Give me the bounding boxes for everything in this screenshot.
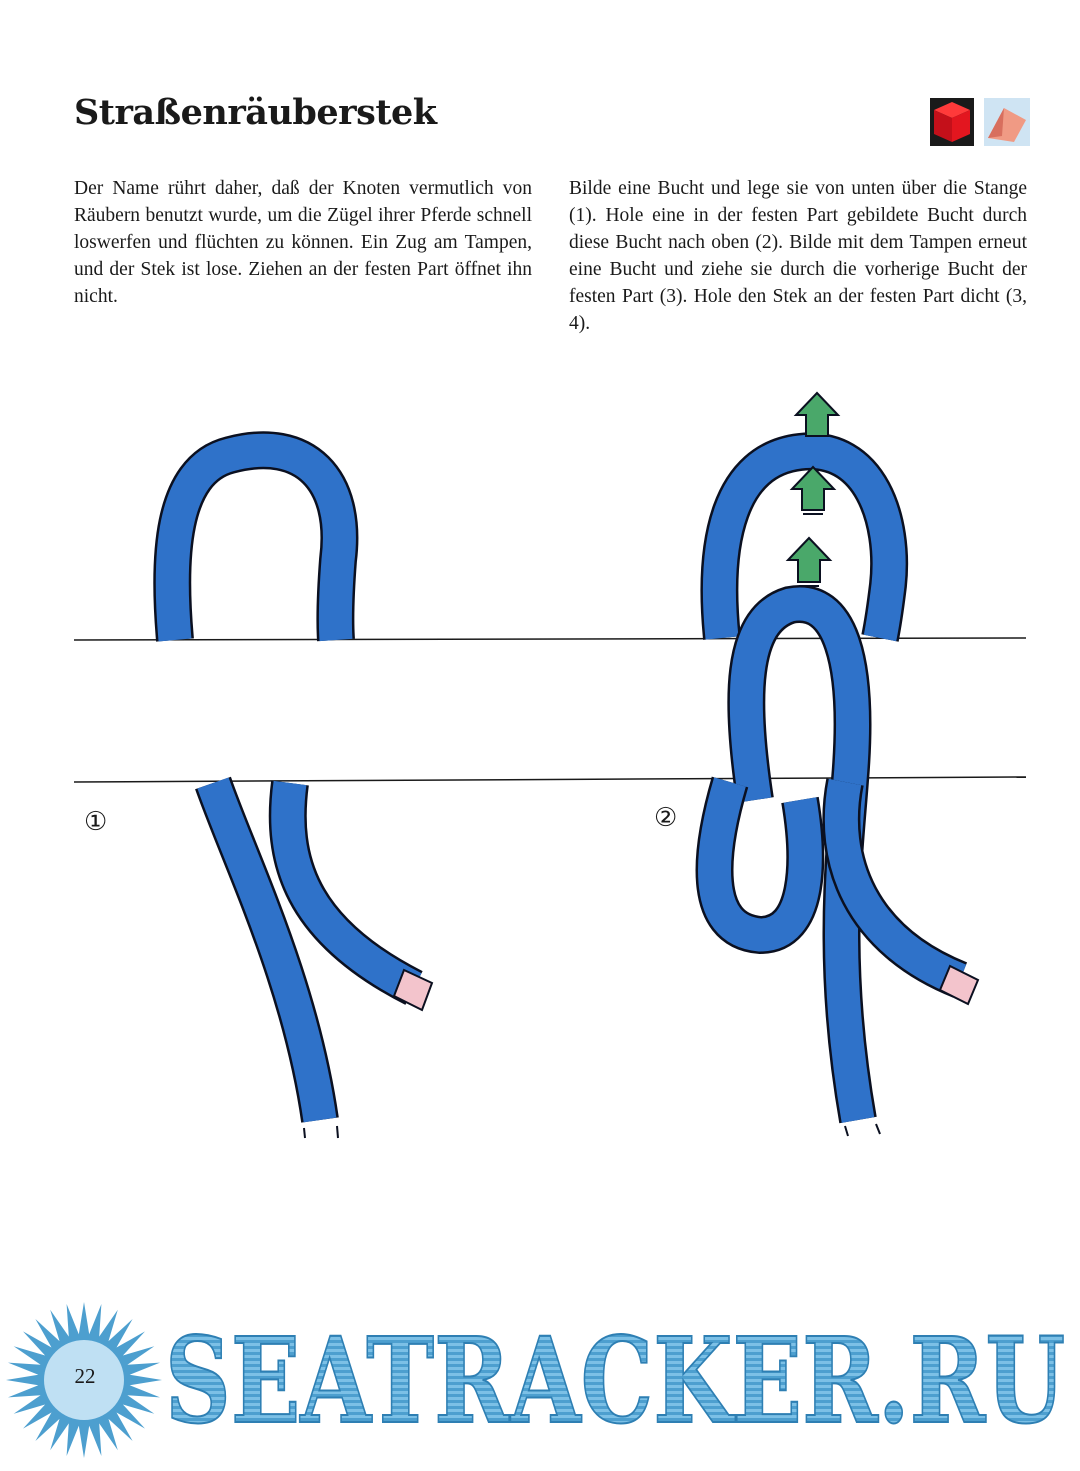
- page-title: Straßenräuberstek: [74, 92, 437, 133]
- rope-step-2: [715, 393, 978, 1136]
- arrow-up-icon: [796, 393, 838, 436]
- step-label-2: ②: [654, 803, 678, 833]
- bar: [74, 638, 1026, 782]
- arrow-up-icon: [792, 467, 834, 514]
- rope-step-1: [172, 450, 432, 1138]
- arrow-up-icon: [788, 538, 830, 586]
- page-number: 22: [74, 1364, 96, 1388]
- step-label-1: ①: [84, 807, 108, 837]
- watermark-text: SEATRACKER.RU: [165, 1311, 1065, 1450]
- instruction-paragraph: Bilde eine Bucht und lege sie von unten über die Stange (1). Hole eine in der festen Part gebildete Bucht durch diese Bucht nach oben (2). Bilde mit dem Tampen erneut eine Bucht und ziehe sie durch die vorherige Bucht der festen Part (3). Hole den Stek an der festen Part dicht (3, 4).: [569, 178, 1027, 334]
- intro-paragraph: Der Name rührt daher, daß der Knoten vermutlich von Räubern benutzt wurde, um die Zügel ihrer Pferde schnell loswerfen und flüchten zu können. Ein Zug am Tampen, und der Stek ist lose. Ziehen an der festen Part öffnet ihn nicht.: [74, 178, 532, 307]
- watermark-logo: [160, 1310, 1070, 1450]
